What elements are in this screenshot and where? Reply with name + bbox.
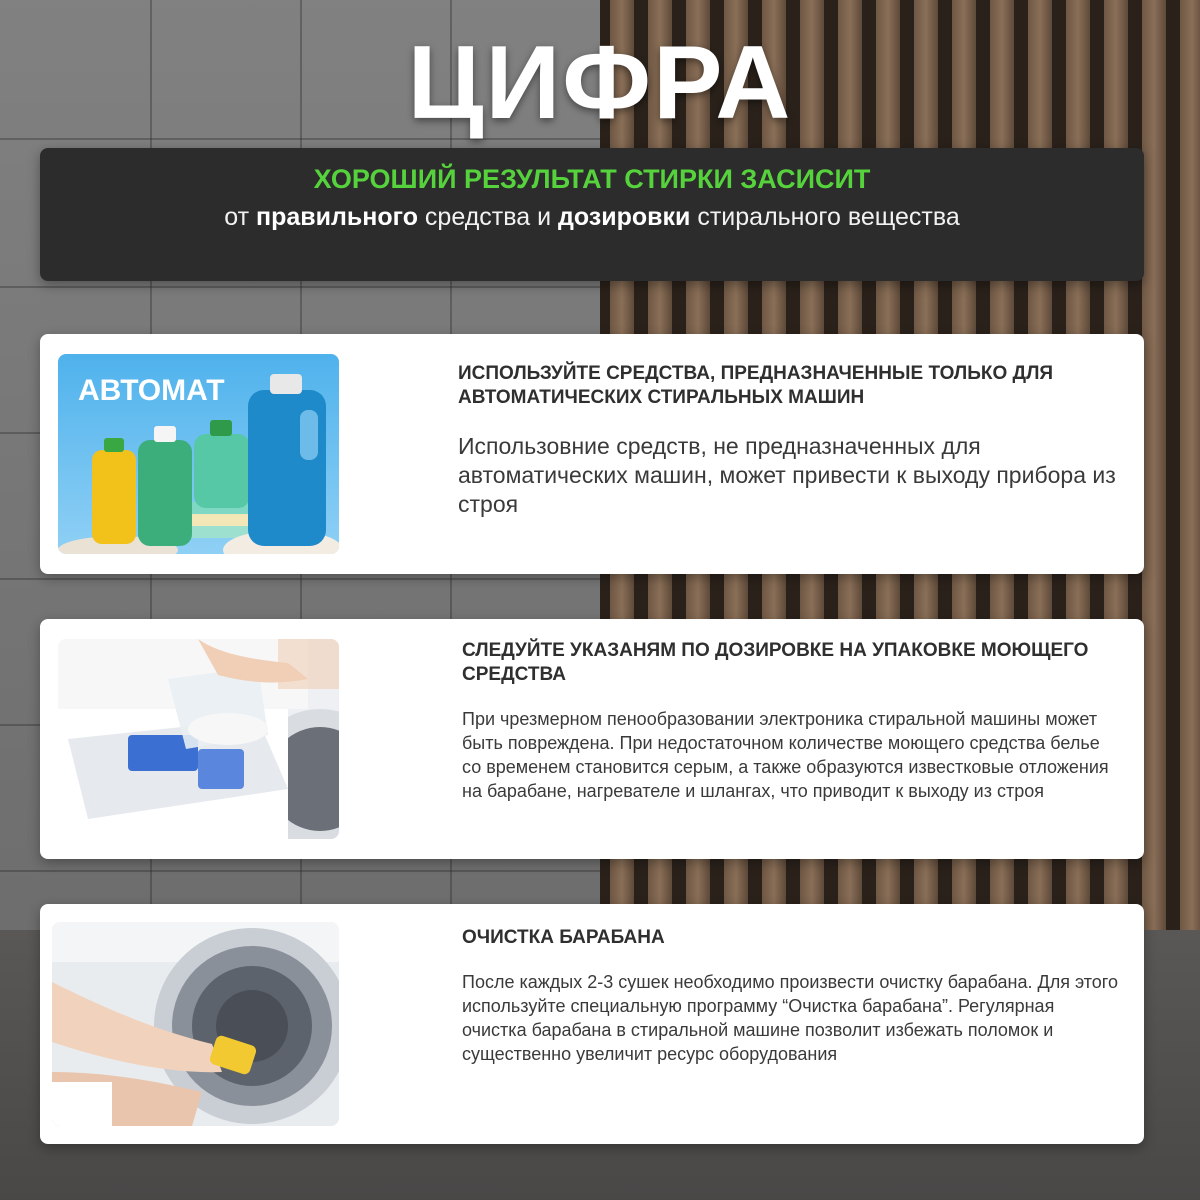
card-text-block xyxy=(458,362,1118,519)
drum-cleaning-image xyxy=(52,922,339,1126)
banner-sub-mid: средства и xyxy=(417,203,558,231)
card-heading: ОЧИСТКА БАРАБАНА xyxy=(462,927,665,948)
detergent-bottles-image xyxy=(58,354,339,554)
card-text-block xyxy=(462,926,1122,1066)
banner-sub-suffix: стирального вещества xyxy=(690,203,960,231)
tip-card-drum-cleaning xyxy=(40,904,1144,1144)
card-body: Использовние средств, не предназначенных для автоматических машин, может привести к выходу прибора из строя xyxy=(458,433,1116,517)
image-label-automat: АВТОМАТ xyxy=(78,374,225,407)
banner-headline: ХОРОШИЙ РЕЗУЛЬТАТ СТИРКИ ЗАСИСИТ xyxy=(313,164,871,194)
card-body: После каждых 2-3 сушек необходимо произвести очистку барабана. Для этого используйте специальную программу “Очистка барабана”. Регулярная очистка барабана в стиральной машине позволит избежать поломок и существенно увеличит ресурс оборудования xyxy=(462,972,1118,1064)
card-body: При чрезмерном пенообразовании электроника стиральной машины может быть повреждена. При недостаточном количестве моющего средства белье со временем становится серым, а также образуются известковые отложения на барабане, нагревателе и шлангах, что приводит к выходу из строя xyxy=(462,709,1109,801)
banner-subtext xyxy=(212,200,972,234)
card-text-block xyxy=(462,639,1122,803)
banner-sub-prefix: от xyxy=(224,203,256,231)
card-heading: ИСПОЛЬЗУЙТЕ СРЕДСТВА, ПРЕДНАЗНАЧЕННЫЕ ТОЛЬКО ДЛЯ АВТОМАТИЧЕСКИХ СТИРАЛЬНЫХ МАШИН xyxy=(458,363,1054,408)
banner-sub-bold-2: дозировки xyxy=(558,203,691,231)
tip-card-dosage xyxy=(40,619,1144,859)
detergent-dosing-image xyxy=(58,639,339,839)
intro-banner xyxy=(40,148,1144,281)
banner-sub-bold-1: правильного xyxy=(255,203,418,231)
page-title: ЦИФРА xyxy=(407,25,793,141)
card-heading: СЛЕДУЙТЕ УКАЗАНЯМ ПО ДОЗИРОВКЕ НА УПАКОВКЕ МОЮЩЕГО СРЕДСТВА xyxy=(462,640,1089,685)
tip-card-automatic-detergent xyxy=(40,334,1144,574)
